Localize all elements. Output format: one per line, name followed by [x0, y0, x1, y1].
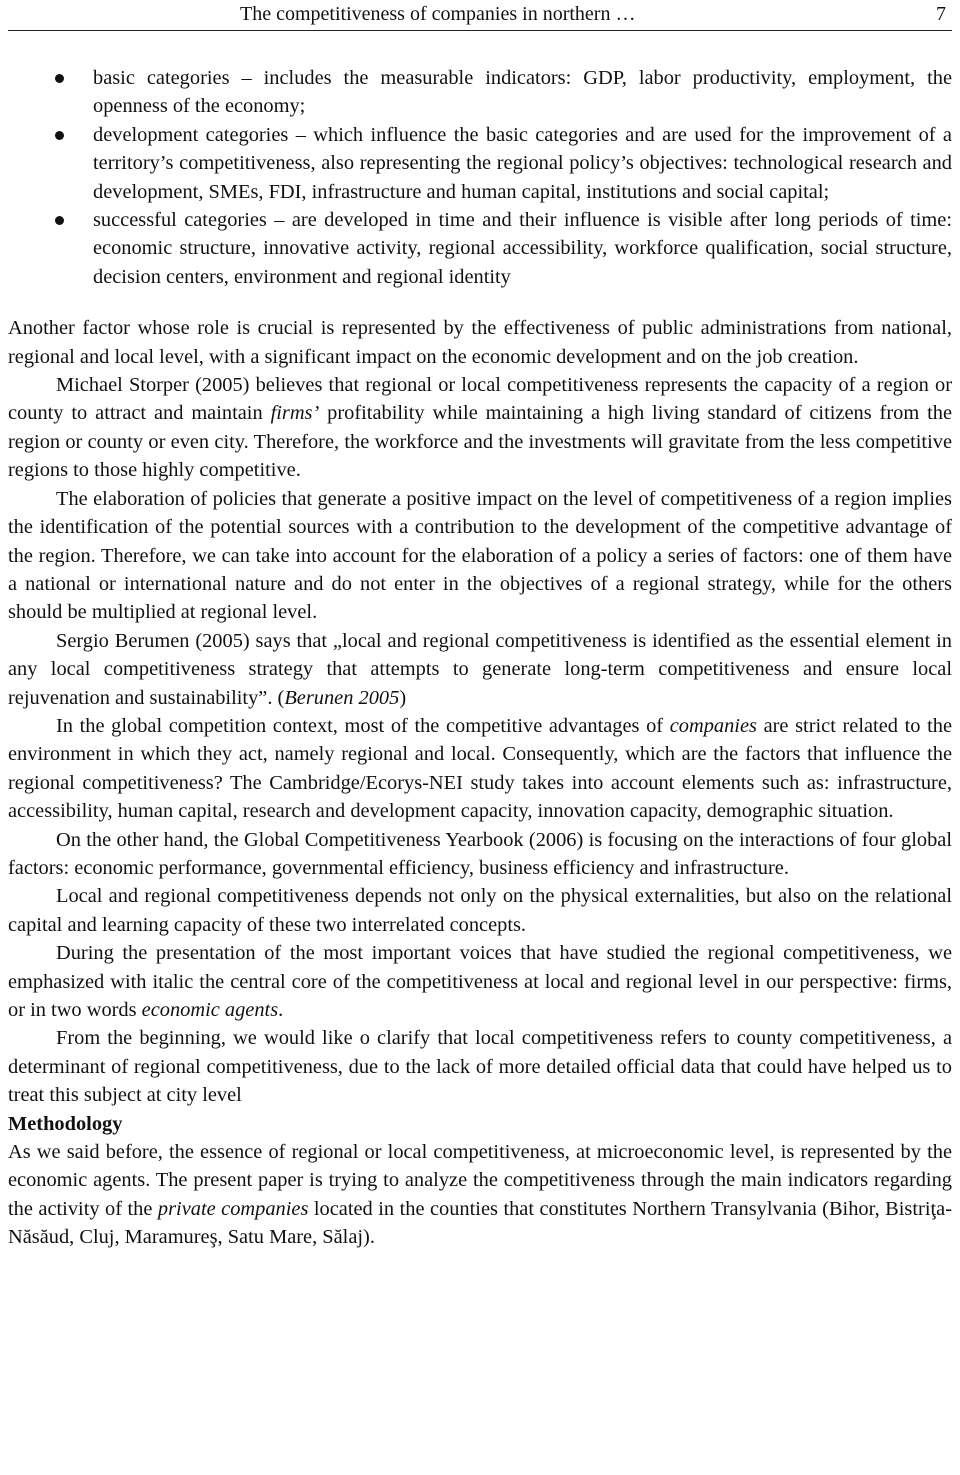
paragraph: Local and regional competitiveness depends not only on the physical externalities, but also on the relational capital and learning capacity of these two interrelated concepts.	[8, 885, 952, 936]
italic-citation: Berunen 2005	[284, 686, 400, 709]
list-item-text: development categories – which influence the basic categories and are used for the improvement of a territory’s competitiveness, also representing the regional policy’s objectives: technological research and development, SMEs, FDI, infrastructure and human capital, institutions and social capital;	[93, 123, 952, 203]
list-item	[8, 64, 952, 121]
italic-text: firms’	[270, 402, 320, 425]
paragraph	[8, 371, 952, 485]
paragraph	[8, 939, 952, 1024]
document-body	[8, 64, 952, 1252]
paragraph-text: During the presentation of the most important voices that have studied the regional competitiveness, we emphasized with italic the central core of the competitiveness at local and regional level in our perspective: firms, or in two words	[8, 942, 952, 1021]
paragraph-text: .	[278, 999, 284, 1021]
list-item-text: basic categories – includes the measurable indicators: GDP, labor productivity, employment, the openness of the economy;	[93, 67, 952, 118]
italic-text: economic agents	[141, 999, 279, 1021]
paragraph: Another factor whose role is crucial is represented by the effectiveness of public administrations from national, regional and local level, with a significant impact on the economic development and on the job creation.	[8, 317, 952, 368]
paragraph: From the beginning, we would like o clarify that local competitiveness refers to county competitiveness, a determinant of regional competitiveness, due to the lack of more detailed official data that could have helped us to treat this subject at city level	[8, 1027, 952, 1107]
bullet-icon	[55, 74, 64, 83]
paragraph: The elaboration of policies that generate a positive impact on the level of competitiveness of a region implies the identification of the potential sources with a contribution to the development of the competitive advantage of the region. Therefore, we can take into account for the elaboration of a policy a series of factors: one of them have a national or international nature and do not enter in the objectives of a regional strategy, while for the others should be multiplied at regional level.	[8, 487, 952, 624]
paragraph	[8, 627, 952, 712]
paragraph	[8, 1138, 952, 1252]
list-item	[8, 206, 952, 291]
bullet-icon	[55, 131, 64, 140]
paragraph-text: )	[399, 686, 407, 709]
paragraph-text: In the global competition context, most of the competitive advantages of	[56, 714, 670, 737]
paragraph: On the other hand, the Global Competitiveness Yearbook (2006) is focusing on the interactions of four global factors: economic performance, governmental efficiency, business efficiency and infrastructure.	[8, 828, 952, 879]
bullet-icon	[55, 216, 64, 225]
paragraph-text: located in the counties that constitutes Northern Transylvania (Bihor, Bistriţa-Năsăud, Cluj, Maramureş, Satu Mare, Sălaj).	[8, 1197, 952, 1249]
list-item-text: successful categories – are developed in time and their influence is visible after long periods of time: economic structure, innovative activity, regional accessibility, workforce qualification, social structure, decision centers, environment and regional identity	[93, 209, 952, 288]
running-title: The competitiveness of companies in northern …	[240, 3, 636, 25]
page-number: 7	[936, 3, 946, 25]
paragraph-text: As we said before, the essence of regional or local competitiveness, at microeconomic level, is represented by the economic agents. The present paper is trying to analyze the competitiveness through the main indicators regarding the activity of the	[8, 1141, 952, 1220]
list-item	[8, 121, 952, 206]
running-header	[8, 0, 952, 31]
italic-text: companies	[669, 714, 757, 737]
italic-text: private companies	[157, 1197, 309, 1220]
paragraph	[8, 712, 952, 826]
paragraph-text: Michael Storper (2005) believes that regional or local competitiveness represents the capacity of a region or county to attract and maintain	[8, 374, 952, 425]
section-heading: Methodology	[8, 1112, 123, 1135]
paragraph-text: profitability while maintaining a high living standard of citizens from the region or county or even city. Therefore, the workforce and the investments will gravitate from the less competitive regions to those highly competitive.	[8, 402, 952, 482]
paragraph-text: are strict related to the environment in which they act, namely regional and local. Consequently, which are the factors that influence the regional competitiveness? The Cambridge/Ecorys-NEI study takes into account elements such as: infrastructure, accessibility, human capital, research and development capacity, innovation capacity, demographic situation.	[8, 714, 952, 823]
paragraph-text: Sergio Berumen (2005) says that „local and regional competitiveness is identified as the essential element in any local competitiveness strategy that attempts to generate long-term competitiveness and ensure local rejuvenation and sustainability”. (	[8, 629, 952, 709]
category-list	[8, 64, 952, 291]
